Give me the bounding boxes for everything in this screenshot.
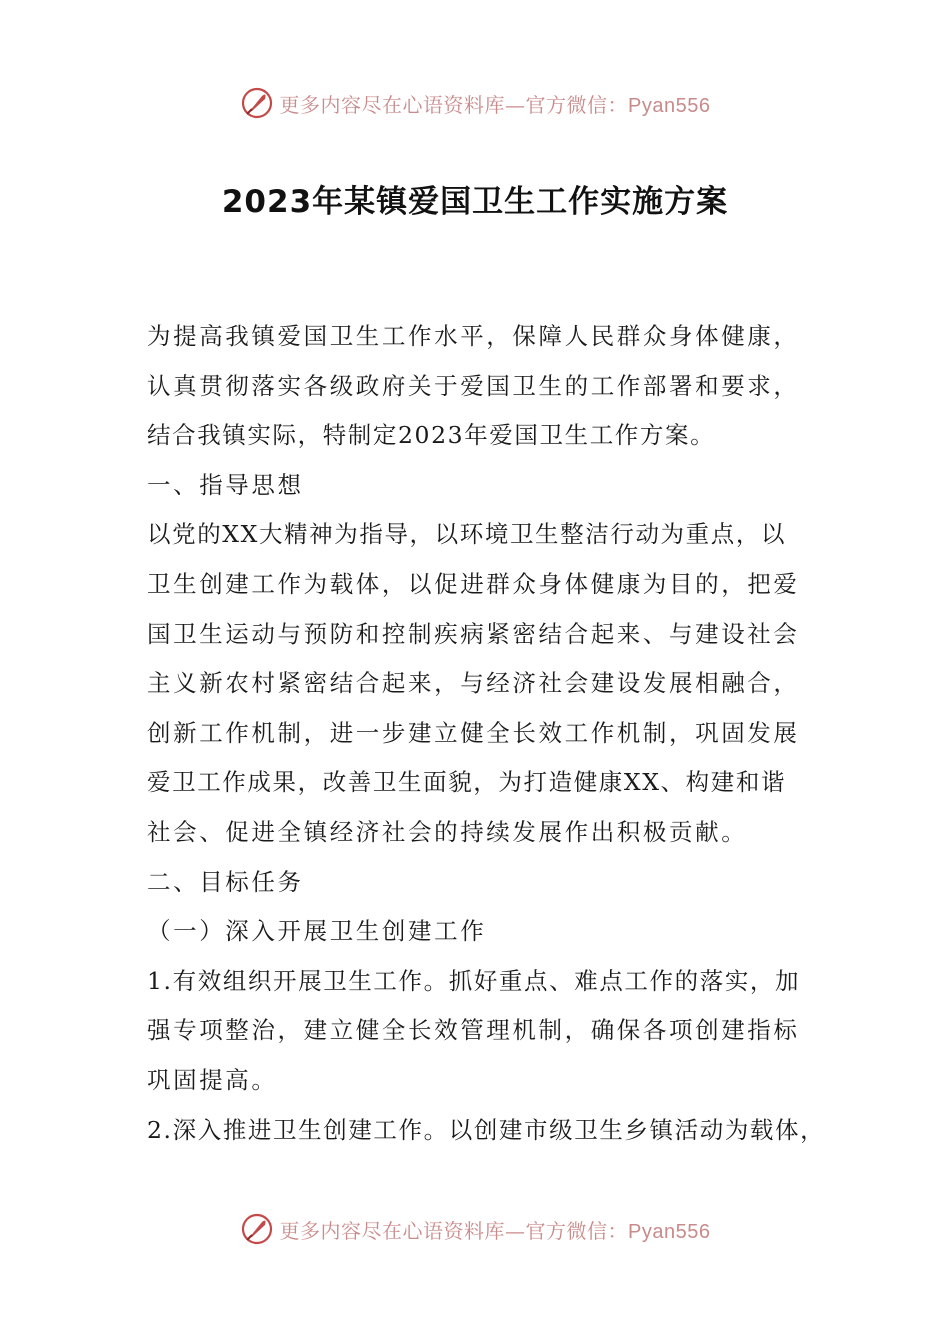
document-body bbox=[147, 312, 826, 1155]
body-line: 以党的XX大精神为指导，以环境卫生整洁行动为重点，以 bbox=[147, 520, 787, 549]
body-line: 国卫生运动与预防和控制疾病紧密结合起来、与建设社会 bbox=[147, 619, 800, 648]
body-line: 巩固提高。 bbox=[147, 1065, 278, 1094]
section-heading: 二、目标任务 bbox=[147, 867, 304, 896]
body-line: 1.有效组织开展卫生工作。抓好重点、难点工作的落实，加 bbox=[147, 966, 801, 995]
watermark-wechat-id: Pyan556 bbox=[628, 94, 711, 117]
quill-pen-icon bbox=[240, 1212, 274, 1246]
document-title: 2023年某镇爱国卫生工作实施方案 bbox=[221, 184, 729, 220]
watermark-wechat-id: Pyan556 bbox=[628, 1220, 711, 1243]
body-line: 社会、促进全镇经济社会的持续发展作出积极贡献。 bbox=[147, 817, 748, 846]
footer-watermark bbox=[0, 1212, 950, 1246]
body-line: 为提高我镇爱国卫生工作水平，保障人民群众身体健康， bbox=[147, 322, 800, 350]
body-line: 认真贯彻落实各级政府关于爱国卫生的工作部署和要求， bbox=[147, 371, 800, 400]
header-watermark bbox=[0, 86, 950, 120]
watermark-text: 更多内容尽在心语资料库—官方微信：Pyan556 bbox=[279, 92, 711, 117]
body-line: 爱卫工作成果，改善卫生面貌，为打造健康XX、构建和谐 bbox=[147, 768, 787, 797]
watermark-text: 更多内容尽在心语资料库—官方微信：Pyan556 bbox=[279, 1218, 711, 1243]
subsection-heading: （一）深入开展卫生创建工作 bbox=[147, 917, 487, 946]
body-line: 创新工作机制，进一步建立健全长效工作机制，巩固发展 bbox=[147, 718, 800, 747]
quill-pen-icon bbox=[240, 86, 274, 120]
body-line: 2.深入推进卫生创建工作。以创建市级卫生乡镇活动为载体， bbox=[147, 1115, 826, 1144]
body-line: 卫生创建工作为载体，以促进群众身体健康为目的，把爱 bbox=[147, 569, 800, 598]
body-line: 强专项整治，建立健全长效管理机制，确保各项创建指标 bbox=[147, 1016, 800, 1045]
body-line: 主义新农村紧密结合起来，与经济社会建设发展相融合， bbox=[147, 669, 800, 698]
section-heading: 一、指导思想 bbox=[147, 470, 304, 499]
body-line: 结合我镇实际，特制定2023年爱国卫生工作方案。 bbox=[147, 421, 716, 450]
